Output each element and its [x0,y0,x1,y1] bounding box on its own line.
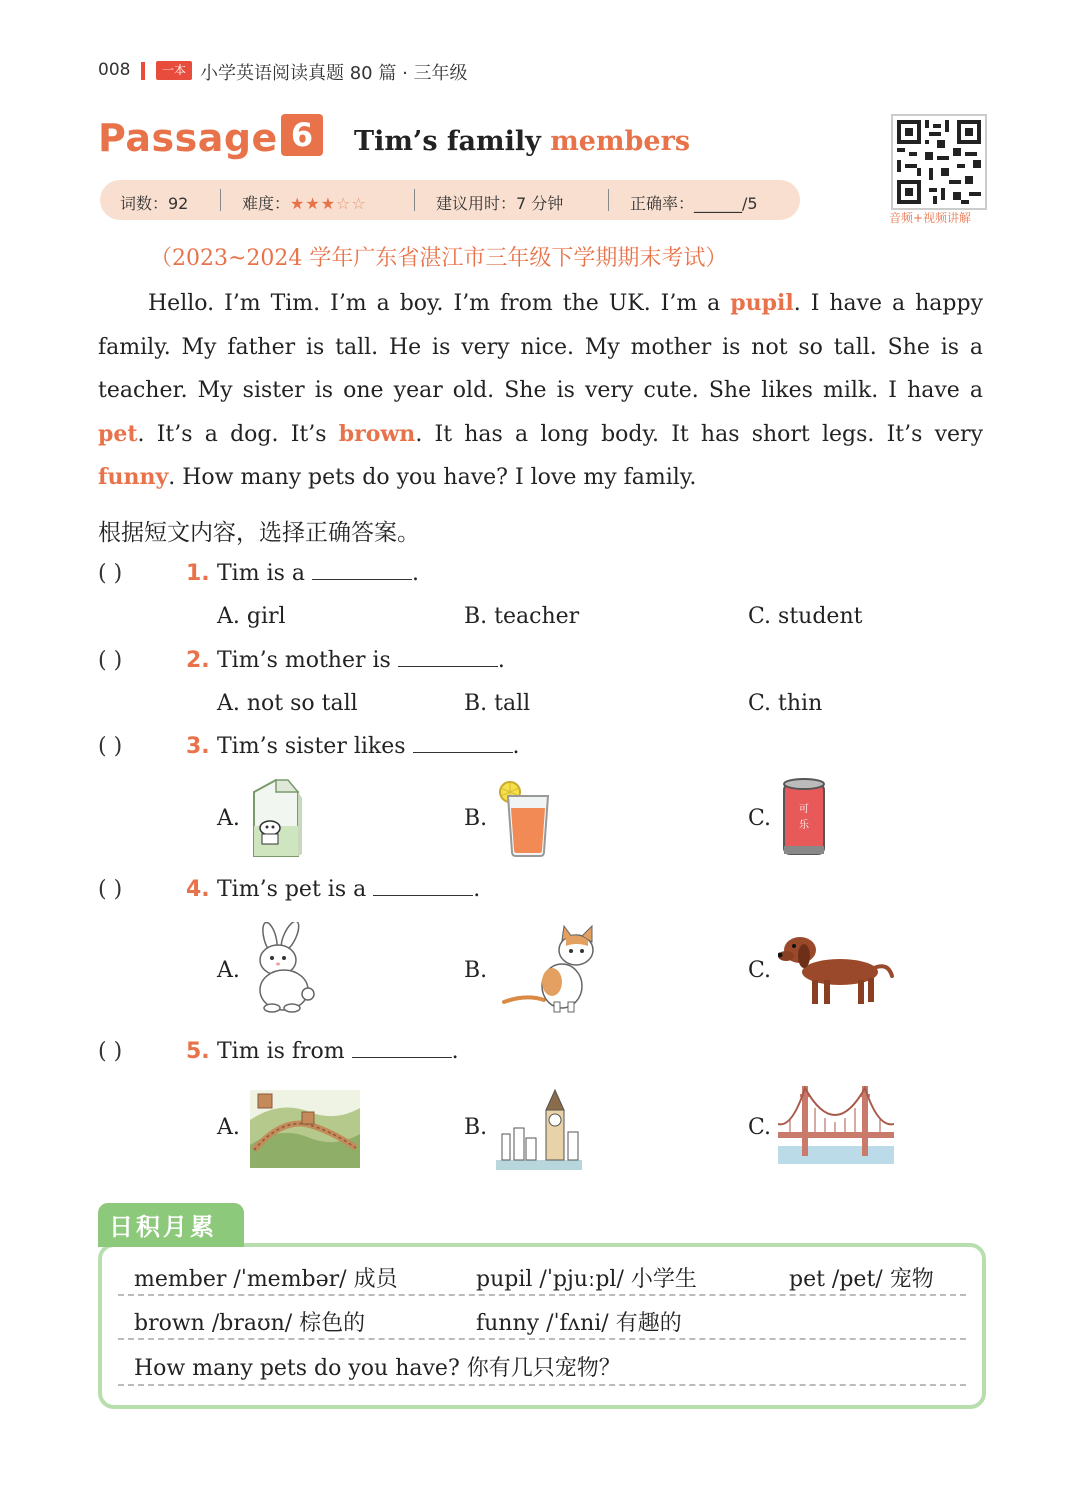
stem-end: . [497,648,505,673]
info-divider [608,189,609,211]
qr-code-icon[interactable] [891,114,987,210]
stars-filled: ★★★ [290,194,337,213]
instruction: 根据短文内容，选择正确答案。 [98,520,420,546]
option-c[interactable]: C. student [748,604,863,629]
vocab-divider [118,1338,966,1340]
question-stem [217,1039,459,1064]
answer-blank [373,877,473,896]
difficulty [242,191,367,214]
option-b[interactable]: B. [464,958,488,983]
vocab-sentence: How many pets do you have? 你有几只宠物？ [134,1356,621,1381]
option-b[interactable]: B. tall [464,691,531,716]
option-b[interactable]: B. [464,806,488,831]
answer-blank [352,1039,452,1058]
vocab-brown: brown /braʊn/ 棕色的 [134,1311,366,1336]
stem-text: Tim’s mother is [217,648,391,673]
header-divider [141,62,145,80]
cola-label-1: 可 [799,804,809,815]
keyword-brown: brown [338,420,416,447]
answer-paren[interactable]: ( ) [98,648,123,673]
stem-end: . [451,1039,459,1064]
answer-paren[interactable]: ( ) [98,561,123,586]
answer-blank [312,561,412,580]
text-run: . How many pets do you have? I love my family. [168,465,697,490]
question-number: 3. [186,734,210,759]
option-c[interactable]: C. [748,1115,772,1140]
vocab-divider [118,1384,966,1386]
golden-gate-bridge-picture[interactable] [778,1080,894,1164]
info-bar [100,180,800,220]
word-count: 词数：92 [120,194,189,213]
question-number: 1. [186,561,210,586]
keyword-funny: funny [98,464,169,490]
dog-picture[interactable] [778,932,896,1010]
qr-caption: 音频+视频讲解 [889,211,972,225]
stem-text: Tim’s sister likes [217,734,406,759]
answer-paren[interactable]: ( ) [98,877,123,902]
info-divider [414,189,415,211]
option-a[interactable]: A. [217,806,240,831]
exam-source: （2023~2024 学年广东省湛江市三年级下学期期末考试） [150,246,728,271]
star-rating [290,194,367,213]
stem-text: Tim is from [217,1039,345,1064]
big-ben-picture[interactable] [496,1088,582,1170]
vocab-member: member /ˈmembər/ 成员 [134,1267,398,1292]
passage-title [354,126,690,157]
title-highlight: members [550,126,691,157]
option-a[interactable]: A. [217,1115,240,1140]
question-stem [217,561,419,586]
vocab-pet: pet /pet/ 宠物 [789,1267,934,1292]
option-b[interactable]: B. teacher [464,604,580,629]
text-run: . It has a long body. It has short legs. It’s very [415,421,984,447]
passage-label: Passage [98,116,278,160]
juice-glass-picture[interactable] [498,778,554,858]
question-stem [217,877,480,902]
question-stem [217,648,505,673]
suggested-time: 建议用时：7 分钟 [436,194,564,213]
question-number: 4. [186,877,210,902]
answer-paren[interactable]: ( ) [98,734,123,759]
cat-picture[interactable] [496,924,606,1014]
question-stem [217,734,520,759]
option-c[interactable]: C. [748,806,772,831]
question-number: 5. [186,1039,210,1064]
option-b[interactable]: B. [464,1115,488,1140]
difficulty-label: 难度： [242,194,291,213]
accuracy: 正确率：______/5 [630,194,758,213]
text-run: . I have a happy family. My father is tall. He is very nice. My mother is not so tall. She is a teacher. My sister is one year old. She is very cute. She likes milk. I have a [98,291,983,403]
stem-end: . [512,734,520,759]
text-run: Hello. I’m Tim. I’m a boy. I’m from the UK. I’m a [148,291,731,316]
cola-can-picture[interactable] [780,776,828,860]
option-a[interactable]: A. [217,958,240,983]
title-main: Tim’s family [354,126,541,157]
stem-end: . [412,561,419,586]
brand-logo: 一本 [156,61,192,80]
cola-label-2: 乐 [799,820,809,831]
info-divider [220,189,221,211]
keyword-pet: pet [98,420,138,447]
passage-body [98,282,983,500]
stem-text: Tim is a [217,561,305,586]
stem-end: . [473,877,481,902]
option-a[interactable]: A. girl [217,604,286,629]
passage-number: 6 [281,114,323,156]
vocabulary-title: 日积月累 [109,1213,217,1241]
answer-blank [398,648,498,667]
option-c[interactable]: C. [748,958,772,983]
keyword-pupil: pupil [730,290,794,316]
vocab-pupil: pupil /ˈpjuːpl/ 小学生 [476,1267,697,1292]
great-wall-picture[interactable] [250,1090,360,1168]
vocab-divider [118,1294,966,1296]
page-number: 008 [98,60,131,80]
milk-carton-picture[interactable] [248,776,304,860]
option-a[interactable]: A. not so tall [217,691,358,716]
text-run: . It’s a dog. It’s [137,421,339,447]
stars-empty: ☆☆ [336,194,367,213]
rabbit-picture[interactable] [246,922,322,1014]
stem-text: Tim’s pet is a [217,877,367,902]
book-title: 小学英语阅读真题 80 篇 · 三年级 [200,63,468,84]
question-number: 2. [186,648,210,673]
vocab-funny: funny /ˈfʌni/ 有趣的 [476,1311,682,1336]
answer-blank [413,734,513,753]
answer-paren[interactable]: ( ) [98,1039,123,1064]
option-c[interactable]: C. thin [748,691,823,716]
